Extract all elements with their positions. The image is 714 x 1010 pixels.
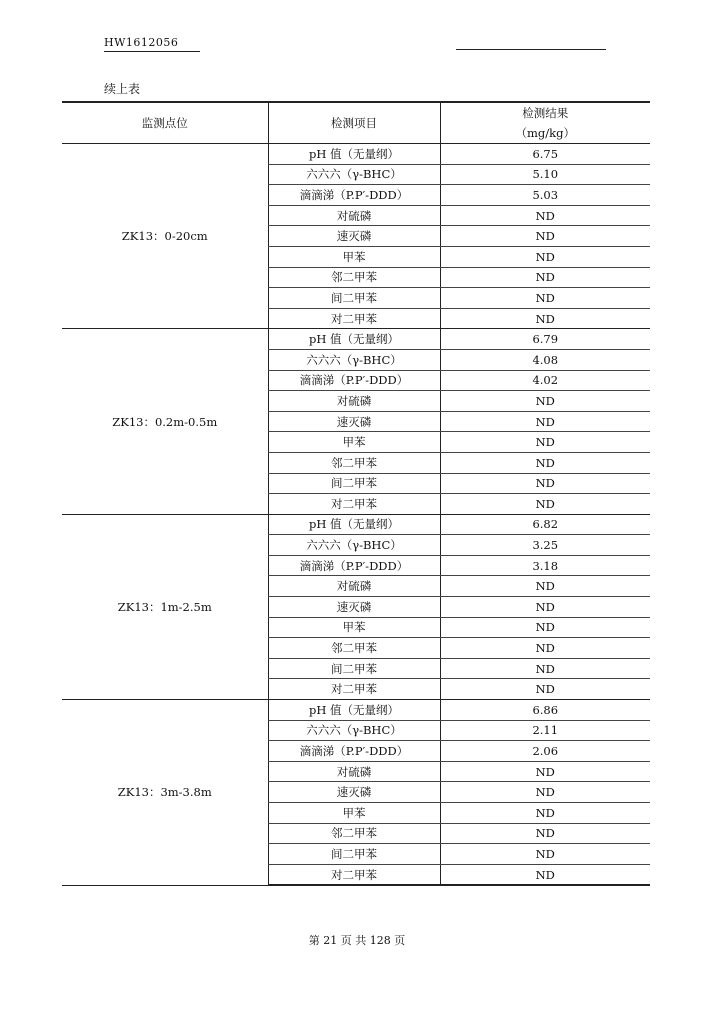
result-cell: ND [440,432,650,453]
document-id-underline [104,51,200,52]
table-row [62,329,650,350]
result-cell: ND [440,597,650,618]
item-cell: 对硫磷 [268,761,440,782]
result-cell: 6.82 [440,514,650,535]
page-number: 第 21 页 共 128 页 [308,934,406,947]
result-cell: 6.79 [440,329,650,350]
table-row [62,144,650,165]
item-cell: pH 值（无量纲） [268,329,440,350]
item-cell: pH 值（无量纲） [268,700,440,721]
result-cell: ND [440,617,650,638]
site-cell: ZK13：1m-2.5m [62,514,268,699]
item-cell: 滴滴涕（P.P′-DDD） [268,741,440,762]
result-cell: 2.06 [440,741,650,762]
result-cell: ND [440,576,650,597]
item-cell: 六六六（γ-BHC） [268,349,440,370]
result-cell: ND [440,844,650,865]
column-header-result-unit: （mg/kg） [515,126,575,140]
table-header [62,102,650,144]
item-cell: 速灭磷 [268,597,440,618]
item-cell: pH 值（无量纲） [268,144,440,165]
item-cell: 六六六（γ-BHC） [268,720,440,741]
item-cell: 甲苯 [268,432,440,453]
item-cell: 滴滴涕（P.P′-DDD） [268,555,440,576]
item-cell: 甲苯 [268,246,440,267]
item-cell: 邻二甲苯 [268,638,440,659]
result-cell: 4.08 [440,349,650,370]
site-cell: ZK13：0-20cm [62,144,268,329]
column-header-result-label: 检测结果 [522,106,569,120]
header-rule [456,49,606,50]
item-cell: 甲苯 [268,617,440,638]
item-cell: pH 值（无量纲） [268,514,440,535]
item-cell: 间二甲苯 [268,844,440,865]
result-cell: ND [440,391,650,412]
result-cell: ND [440,308,650,329]
item-cell: 对二甲苯 [268,308,440,329]
result-cell: 4.02 [440,370,650,391]
item-cell: 滴滴涕（P.P′-DDD） [268,370,440,391]
item-cell: 速灭磷 [268,782,440,803]
result-cell: ND [440,494,650,515]
result-cell: ND [440,267,650,288]
item-cell: 甲苯 [268,803,440,824]
item-cell: 对二甲苯 [268,864,440,885]
result-cell: ND [440,638,650,659]
result-cell: 3.25 [440,535,650,556]
item-cell: 邻二甲苯 [268,267,440,288]
site-cell: ZK13：3m-3.8m [62,700,268,886]
item-cell: 对硫磷 [268,576,440,597]
item-cell: 间二甲苯 [268,473,440,494]
item-cell: 间二甲苯 [268,658,440,679]
result-cell: ND [440,411,650,432]
column-header-result [440,102,650,144]
result-cell: ND [440,658,650,679]
item-cell: 邻二甲苯 [268,823,440,844]
result-cell: ND [440,782,650,803]
item-cell: 六六六（γ-BHC） [268,164,440,185]
result-cell: ND [440,473,650,494]
column-header-item: 检测项目 [268,102,440,144]
result-cell: ND [440,452,650,473]
item-cell: 间二甲苯 [268,288,440,309]
table-row [62,514,650,535]
result-cell: 5.10 [440,164,650,185]
continued-table-label: 续上表 [104,82,141,96]
document-id: HW1612056 [104,36,179,49]
result-cell: ND [440,803,650,824]
item-cell: 对二甲苯 [268,494,440,515]
results-table [62,101,650,886]
item-cell: 滴滴涕（P.P′-DDD） [268,185,440,206]
item-cell: 邻二甲苯 [268,452,440,473]
item-cell: 速灭磷 [268,411,440,432]
table-row [62,700,650,721]
table-body [62,144,650,886]
item-cell: 对硫磷 [268,391,440,412]
result-cell: ND [440,246,650,267]
result-cell: ND [440,226,650,247]
result-cell: ND [440,761,650,782]
result-cell: ND [440,288,650,309]
result-cell: ND [440,679,650,700]
result-cell: ND [440,864,650,885]
column-header-site: 监测点位 [62,102,268,144]
result-cell: 6.86 [440,700,650,721]
item-cell: 对二甲苯 [268,679,440,700]
item-cell: 六六六（γ-BHC） [268,535,440,556]
result-cell: ND [440,823,650,844]
result-cell: 2.11 [440,720,650,741]
item-cell: 对硫磷 [268,205,440,226]
item-cell: 速灭磷 [268,226,440,247]
site-cell: ZK13：0.2m-0.5m [62,329,268,514]
result-cell: 3.18 [440,555,650,576]
result-cell: 6.75 [440,144,650,165]
result-cell: ND [440,205,650,226]
result-cell: 5.03 [440,185,650,206]
